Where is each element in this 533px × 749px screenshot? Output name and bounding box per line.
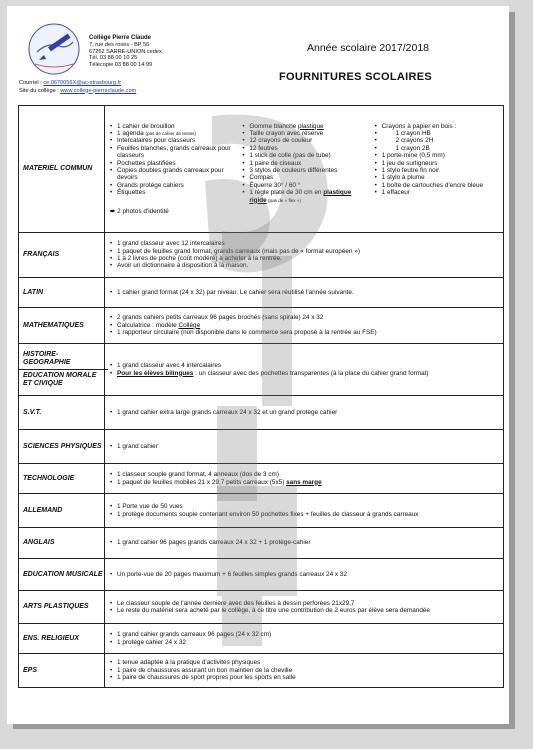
school-logo bbox=[27, 22, 81, 76]
contact-info bbox=[19, 80, 136, 95]
list-item: • 12 crayons de couleur bbox=[249, 137, 368, 144]
content-cell bbox=[105, 591, 504, 624]
table-row bbox=[19, 106, 504, 233]
content-cell bbox=[105, 278, 504, 308]
table-row bbox=[19, 308, 504, 344]
list-item: • 1 protège documents souple contenant environ 50 pochettes fixes + feuilles de classeur à grands carreaux bbox=[117, 511, 501, 518]
list-item: • Copies doubles grands carreaux pour devoirs bbox=[117, 167, 236, 182]
list-item: • 1 tenue adaptée à la pratique d'activités physiques bbox=[117, 659, 501, 666]
website-link[interactable]: www.college-pierreclaude.com bbox=[60, 87, 137, 94]
school-address bbox=[89, 35, 162, 69]
subject-cell: LATIN bbox=[19, 278, 105, 308]
page-shadow-bottom bbox=[13, 724, 515, 729]
address-line1: 7, rue des roses - BP 56 bbox=[89, 41, 150, 48]
list-item: • 3 stylos de couleurs différentes bbox=[249, 167, 368, 174]
subject-cell: FRANÇAIS bbox=[19, 233, 105, 278]
list-item: • Un porte-vue de 20 pages maximum + 6 feuilles simples grands carreaux 24 x 32 bbox=[117, 571, 501, 578]
subject-label-2: EDUCATION MORALE ET CIVIQUE bbox=[23, 372, 97, 387]
list-item: • 1 effaceur bbox=[382, 189, 501, 196]
table-row bbox=[19, 396, 504, 430]
table-row bbox=[19, 591, 504, 624]
list-item: • 1 crayon HB bbox=[382, 130, 501, 137]
list-item: • 1 protège cahier 24 x 32 bbox=[117, 639, 501, 646]
list-item: • Grands protège cahiers bbox=[117, 182, 236, 189]
list-item: • Étiquettes bbox=[117, 189, 236, 196]
table-row bbox=[19, 233, 504, 278]
list-item: • 2 crayons 2H bbox=[382, 137, 501, 144]
list-item: • 1 grand cahier bbox=[117, 443, 501, 450]
content-cell bbox=[105, 654, 504, 688]
list-item: • 1 stylo feutre fin noir bbox=[382, 167, 501, 174]
list-item: • 2 grands cahiers petits carreaux 96 pages brochés (sans spirale) 24 x 32 bbox=[117, 314, 501, 321]
list-item: • 1 boîte de cartouches d'encre bleue bbox=[382, 182, 501, 189]
phone: Tél. 03 88 00 10 25 bbox=[89, 55, 138, 62]
content-cell bbox=[105, 396, 504, 430]
email-link[interactable]: ce.0670056X@ac-strasbourg.fr bbox=[43, 80, 122, 86]
subject-cell: TECHNOLOGIE bbox=[19, 464, 105, 494]
subject-cell: EPS bbox=[19, 654, 105, 688]
supplies-table bbox=[18, 105, 504, 688]
list-item: • 1 cahier de brouillon bbox=[117, 123, 236, 130]
list-item: • 1 Porte vue de 50 vues bbox=[117, 503, 501, 510]
list-item: • Pochettes plastifiées bbox=[117, 160, 236, 167]
content-cell bbox=[105, 344, 504, 396]
list-item: • 1 grand classeur avec 12 intercalaires bbox=[117, 240, 501, 247]
list-item: • 1 paire de chaussures assurant un bon maintien de la cheville bbox=[117, 667, 501, 674]
subject-cell: MATHEMATIQUES bbox=[19, 308, 105, 344]
fax: Télécopie 03 88 00 14 99 bbox=[89, 62, 153, 69]
list-item: • 1 classeur souple grand format, 4 anneaux (dos de 3 cm) bbox=[117, 471, 501, 478]
content-cell bbox=[105, 308, 504, 344]
list-item: • 1 grand classeur avec 4 intercalaires bbox=[117, 362, 501, 369]
page-shadow-right bbox=[509, 12, 515, 728]
list-item: • 1 à 2 livres de poche (coût modéré) à acheter à la rentrée. bbox=[117, 255, 501, 262]
list-item: • 1 paire de ciseaux bbox=[249, 160, 368, 167]
page-title: FOURNITURES SCOLAIRES bbox=[279, 71, 432, 83]
table-row bbox=[19, 559, 504, 591]
list-item: • Le classeur souple de l'année dernière avec des feuilles à dessin perforées 21x29,7 bbox=[117, 600, 501, 607]
arrow-right-icon: ➨ bbox=[110, 208, 116, 216]
list-item: • Pour les élèves bilingues : un classeur avec des pochettes transparentes (à la place du cahier grand format) bbox=[117, 370, 501, 377]
subject-cell: S.V.T. bbox=[19, 396, 105, 430]
list-item: • 1 porte-mine (0,5 mm) bbox=[382, 152, 501, 159]
list-item: • Équerre 30° / 60 ° bbox=[249, 182, 368, 189]
school-year: Année scolaire 2017/2018 bbox=[307, 42, 430, 54]
subject-cell: ENS. RELIGIEUX bbox=[19, 624, 105, 654]
list-item: • 1 grand cahier extra large grands carreaux 24 x 32 et un grand protège cahier bbox=[117, 409, 501, 416]
list-item: • Crayons à papier en bois : bbox=[382, 123, 501, 130]
table-row bbox=[19, 464, 504, 494]
table-row bbox=[19, 624, 504, 654]
content-cell bbox=[105, 430, 504, 464]
list-item: • Avoir un dictionnaire à disposition à la maison. bbox=[117, 262, 501, 269]
email-label: Courriel : bbox=[19, 80, 44, 86]
list-item: • Intercalaires pour classeurs bbox=[117, 137, 236, 144]
table-row bbox=[19, 344, 504, 396]
content-cell bbox=[105, 233, 504, 278]
content-cell bbox=[105, 464, 504, 494]
subject-cell: ALLEMAND bbox=[19, 494, 105, 528]
content-cell bbox=[105, 106, 504, 233]
subject-cell bbox=[19, 344, 105, 396]
list-item: • Taille crayon avec réserve bbox=[249, 130, 368, 137]
table-row bbox=[19, 654, 504, 688]
list-item: • 1 agenda (pas de cahier de textes) bbox=[117, 130, 236, 137]
list-item: • 1 stick de colle (pas de tube) bbox=[249, 152, 368, 159]
table-row bbox=[19, 278, 504, 308]
list-item: • 1 rapporteur circulaire (non disponible dans le commerce sera proposé à la rentrée au FSE) bbox=[117, 329, 501, 336]
list-item: • Calculatrice : modèle Collège bbox=[117, 322, 501, 329]
table-row bbox=[19, 528, 504, 559]
subject-label: HISTOIRE-GEOGRAPHIE bbox=[23, 351, 71, 366]
school-name: Collège Pierre Claude bbox=[89, 35, 152, 41]
list-item: • 1 paire de chaussures de sport propres pour les sports en salle bbox=[117, 674, 501, 681]
subject-cell: EDUCATION MUSICALE bbox=[19, 559, 105, 591]
content-cell bbox=[105, 494, 504, 528]
subject-cell: ARTS PLASTIQUES bbox=[19, 591, 105, 624]
list-item: • 1 grand cahier 96 pages grands carreaux 24 x 32 + 1 protège-cahier bbox=[117, 539, 501, 546]
list-item: • 1 stylo à plume bbox=[382, 174, 501, 181]
content-cell bbox=[105, 624, 504, 654]
list-item: • 1 crayon 2B bbox=[382, 145, 501, 152]
list-item: • 1 règle plate de 30 cm en plastique rigide (pas de « flex ») bbox=[249, 189, 368, 204]
subject-cell: ANGLAIS bbox=[19, 528, 105, 559]
subject-cell: SCIENCES PHYSIQUES bbox=[19, 430, 105, 464]
document-page bbox=[7, 6, 509, 724]
website-label: Site du collège : bbox=[19, 87, 61, 94]
list-item: • 1 paquet de feuilles mobiles 21 x 29,7 petits carreaux (5x5) sans marge bbox=[117, 479, 501, 486]
content-cell bbox=[105, 559, 504, 591]
list-item: • 1 paquet de feuilles grand format, grands carreaux (mais pas de « format européen ») bbox=[117, 248, 501, 255]
list-item: • 1 cahier grand format (24 x 32) par niveau. Le cahier sera réutilisé l'année suivante. bbox=[117, 289, 501, 296]
photo-note: 2 photos d'identité bbox=[117, 208, 169, 216]
list-item: • Gomme blanche plastique bbox=[249, 123, 368, 130]
table-row bbox=[19, 494, 504, 528]
address-line2: 67262 SARRE-UNION cedex bbox=[89, 48, 162, 55]
list-item: • Compas bbox=[249, 174, 368, 181]
list-item: • Le reste du matériel sera acheté par le collège, à ce titre une contribution de 2 euros par élève sera demandée bbox=[117, 607, 501, 614]
list-item: • 12 feutres bbox=[249, 145, 368, 152]
list-item: • Feuilles blanches, grands carreaux pour classeurs bbox=[117, 145, 236, 160]
content-cell bbox=[105, 528, 504, 559]
subject-cell: MATERIEL COMMUN bbox=[19, 106, 105, 233]
list-item: • 1 grand cahier grands carreaux 96 pages (24 x 32 cm) bbox=[117, 631, 501, 638]
list-item: • 1 jeu de surligneurs bbox=[382, 160, 501, 167]
table-row bbox=[19, 430, 504, 464]
